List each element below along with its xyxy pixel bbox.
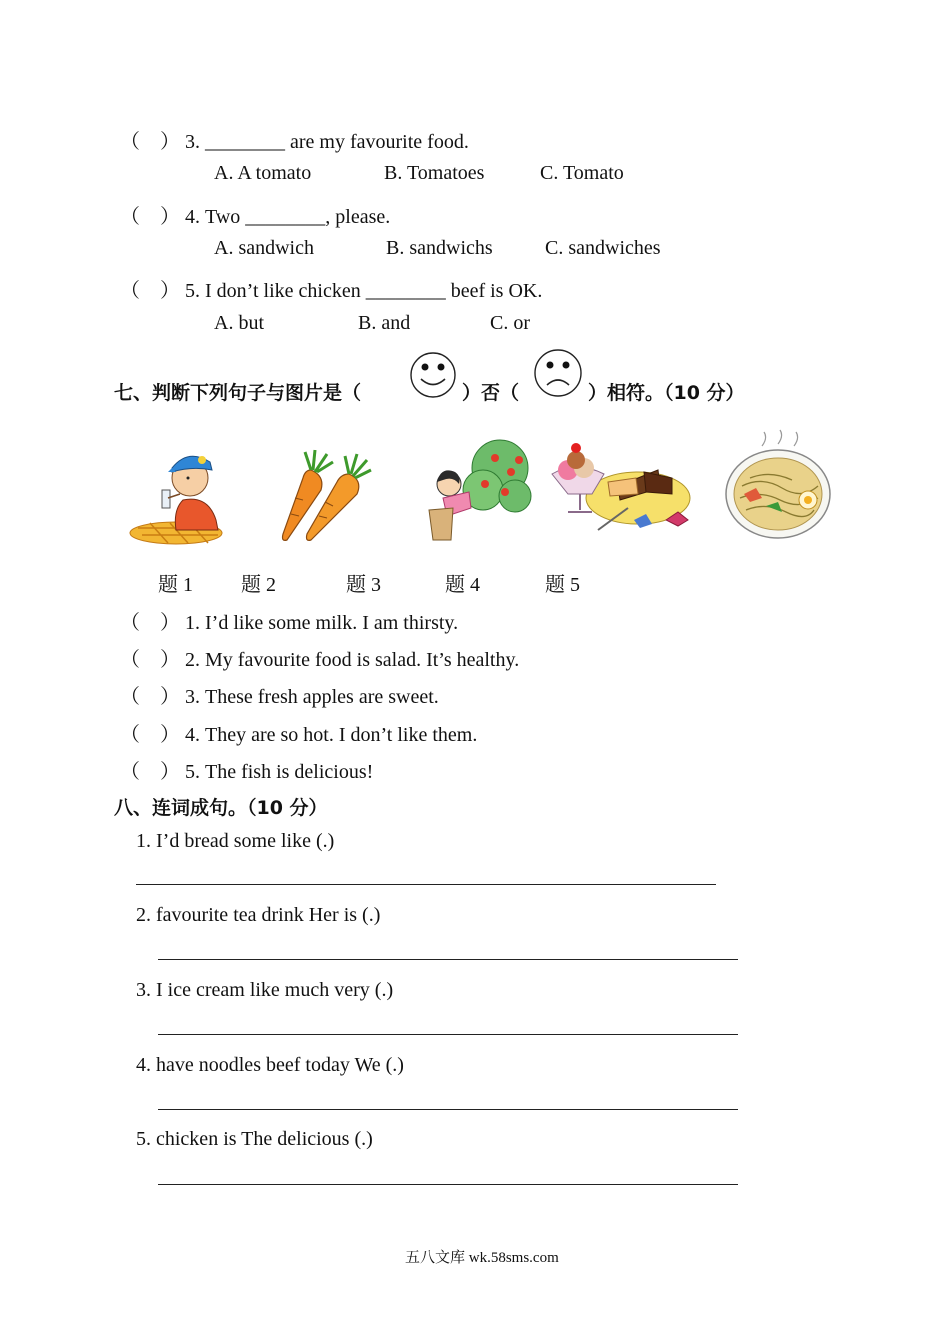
answer-paren[interactable]: （ ） [120,280,180,302]
answer-line-3[interactable] [158,1034,738,1035]
caption-1: 题 1 [158,574,193,596]
sentence: 1. I’d like some milk. I am thirsty. [185,612,459,634]
question-stem: 4. Two ________, please. [185,206,391,228]
question-stem: 5. I don’t like chicken ________ beef is OK. [185,280,543,302]
answer-paren[interactable]: （ ） [120,686,180,708]
answer-paren[interactable]: （ ） [120,761,180,783]
section7-title-part3: ）相符。（10 分） [588,382,745,404]
answer-paren[interactable]: （ ） [120,724,180,746]
option-c: C. or [490,312,530,334]
mc-q4 [120,200,390,229]
option-a: A. but [214,312,264,334]
reorder-item-1: 1. I’d bread some like (.) [136,830,335,852]
caption-4: 题 4 [445,574,480,596]
footer-watermark: 五八文库 wk.58sms.com [405,1250,559,1266]
caption-3: 题 3 [346,574,381,596]
judge-item-4 [120,718,477,747]
section7-title-part2: ）否（ [462,382,520,404]
question-stem: 3. ________ are my favourite food. [185,131,469,153]
answer-paren[interactable]: （ ） [120,206,180,228]
judge-item-3 [120,680,439,709]
option-b: B. Tomatoes [384,162,485,184]
apple-tree-picture [425,436,535,546]
reorder-item-2: 2. favourite tea drink Her is (.) [136,904,381,926]
option-c: C. Tomato [540,162,624,184]
option-b: B. sandwichs [386,237,493,259]
smiley-face-icon [408,350,458,400]
option-a: A. A tomato [214,162,312,184]
caption-2: 题 2 [241,574,276,596]
sentence: 4. They are so hot. I don’t like them. [185,724,478,746]
sentence: 5. The fish is delicious! [185,761,374,783]
option-a: A. sandwich [214,237,314,259]
answer-line-1[interactable] [136,884,716,885]
answer-line-2[interactable] [158,959,738,960]
judge-item-2 [120,643,519,672]
answer-paren[interactable]: （ ） [120,649,180,671]
section8-title: 八、连词成句。（10 分） [114,797,328,819]
desserts-picture [548,436,698,546]
mc-q5 [120,274,542,303]
answer-line-5[interactable] [158,1184,738,1185]
boy-drinking-picture [128,440,228,550]
mc-q3 [120,125,469,154]
carrots-picture [275,448,375,548]
option-b: B. and [358,312,411,334]
section7-title-part1: 七、判断下列句子与图片是（ [114,382,362,404]
reorder-item-5: 5. chicken is The delicious (.) [136,1128,373,1150]
sentence: 3. These fresh apples are sweet. [185,686,439,708]
option-c: C. sandwiches [545,237,661,259]
reorder-item-4: 4. have noodles beef today We (.) [136,1054,404,1076]
noodle-bowl-picture [722,436,837,546]
sad-face-icon [533,348,583,398]
caption-5: 题 5 [545,574,580,596]
judge-item-5 [120,755,373,784]
answer-paren[interactable]: （ ） [120,612,180,634]
judge-item-1 [120,606,458,635]
reorder-item-3: 3. I ice cream like much very (.) [136,979,394,1001]
sentence: 2. My favourite food is salad. It’s healthy. [185,649,520,671]
answer-paren[interactable]: （ ） [120,131,180,153]
answer-line-4[interactable] [158,1109,738,1110]
